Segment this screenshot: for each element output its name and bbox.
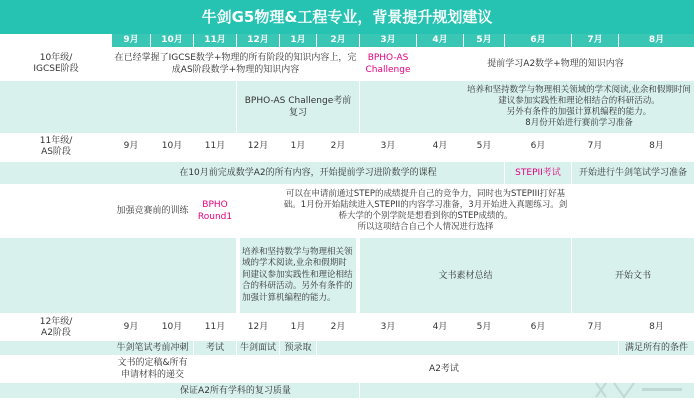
month-cell: 12月: [237, 34, 279, 47]
grade11-band-empty: [112, 238, 236, 313]
grade12-oxbridge-sprint: 牛剑笔试考前冲刺: [112, 341, 193, 355]
page-title: 牛剑G5物理&工程专业，背景提升规划建议: [0, 0, 694, 34]
month-cell: 10月: [161, 141, 183, 151]
month-cell: 4月: [432, 141, 448, 151]
grade10-label: 10年级/ IGCSE阶段: [33, 53, 79, 74]
grade10-a2-preview: 提前学习A2数学+物理的知识内容: [417, 48, 694, 80]
grade11-step-advice: 可以在申请前通过STEP的成绩提升自己的竞争力，同时也为STEPIII打好基础。1月份开始陆续进入STEPII的内容学习准备，3月开始进入真题练习。剑桥大学的个别学院是想看到你的STEP成绩的。 所以这项结合自己个人情况进行选择: [280, 185, 571, 237]
grade11-research: 培养和坚持数学与物理相关领域的学术阅读,业余和假期时间建议参加实践性和理论相结合的科研活动。另外有条件的加强计算机编程的能力。: [240, 238, 356, 313]
grade10-bpho-as: BPHO-AS Challenge: [360, 48, 416, 80]
grade11-bpho-round1: BPHO Round1: [194, 185, 236, 237]
month-cell: 9月: [123, 141, 139, 151]
month-cell: 4月: [417, 34, 463, 47]
month-cell: 8月: [649, 141, 664, 151]
month-cell: 1月: [280, 34, 316, 47]
grade12-band-left: [0, 341, 112, 355]
grade11-label: 11年级/ AS阶段: [39, 136, 73, 157]
month-cell: 7月: [572, 34, 618, 47]
grade12-pre-admission: 预录取: [280, 341, 316, 355]
month-cell: 2月: [330, 322, 346, 332]
month-cell: 2月: [330, 141, 346, 151]
grade10-label-band: [0, 81, 112, 133]
grade12-band-empty: [317, 341, 618, 355]
grade12-a2-exam: A2考试: [194, 356, 694, 382]
grade11-step2: STEPII考试: [505, 162, 571, 184]
grade10-bpho-review: BPHO-AS Challenge考前 复习: [237, 81, 359, 133]
grade12-band-left-2: [0, 383, 112, 398]
month-cell: 11月: [204, 141, 226, 151]
month-cell: 1月: [290, 322, 306, 332]
month-cell: 11月: [194, 34, 236, 47]
month-cell: 10月: [151, 34, 193, 47]
month-cell: 6月: [505, 34, 571, 47]
month-cell: 3月: [380, 322, 396, 332]
grade12-application-submit: 文书的定稿&所有申请材料的递交: [112, 356, 193, 382]
month-cell: 5月: [476, 322, 492, 332]
grade11-a2-math: 在10月前完成数学A2的所有内容，开始提前学习进阶数学的课程: [112, 162, 504, 184]
month-cell: 12月: [247, 322, 269, 332]
grade11-ps-start: 开始文书: [572, 238, 694, 313]
month-cell: 5月: [464, 34, 504, 47]
month-cell: 6月: [530, 141, 546, 151]
month-cell: 11月: [204, 322, 226, 332]
month-cell: 8月: [619, 34, 694, 47]
month-cell: 2月: [317, 34, 359, 47]
grade10-band-empty-2: [360, 81, 464, 133]
grade12-exam: 考试: [194, 341, 236, 355]
grade11-band-left: [0, 162, 112, 184]
month-cell: 7月: [587, 141, 603, 151]
grade11-oxbridge-prep: 开始进行牛剑笔试学习准备: [572, 162, 694, 184]
month-cell: 9月: [123, 322, 139, 332]
grade10-band-empty: [112, 81, 236, 133]
month-cell: 6月: [530, 322, 546, 332]
month-cell: 7月: [587, 322, 603, 332]
month-cell: 3月: [380, 141, 396, 151]
grade12-interview: 牛剑面试: [237, 341, 279, 355]
grade11-band-left-2: [0, 238, 112, 313]
month-cell: 10月: [161, 322, 183, 332]
month-cell: 8月: [649, 322, 664, 332]
grade11-competition-training: 加强竞赛前的训练: [112, 185, 193, 237]
grade12-conditions: 满足所有的条件: [619, 341, 694, 355]
grade11-empty: [237, 185, 279, 237]
grade12-a2-review: 保证A2所有学科的复习质量: [112, 383, 359, 398]
month-cell: 3月: [360, 34, 416, 47]
grade10-as-content: 在已经掌握了IGCSE数学+物理的所有阶段的知识内容上，完成AS阶段数学+物理的知识内容: [112, 48, 359, 80]
month-cell: 9月: [112, 34, 150, 47]
month-cell: 5月: [476, 141, 492, 151]
grade12-label: 12年级/ A2阶段: [39, 317, 73, 338]
watermark-logo-icon: [592, 379, 688, 401]
month-cell: 4月: [432, 322, 448, 332]
month-cell: 12月: [247, 141, 269, 151]
month-cell: 1月: [290, 141, 306, 151]
grade11-ps-material: 文书素材总结: [360, 238, 571, 313]
grade10-research: 培养和坚持数学与物理相关领域的学术阅读,业余和假期时间建议参加实践性和理论相结合的科研活动。 另外有条件的加强计算机编程的能力。 8月份开始进行赛前学习准备: [464, 81, 694, 133]
